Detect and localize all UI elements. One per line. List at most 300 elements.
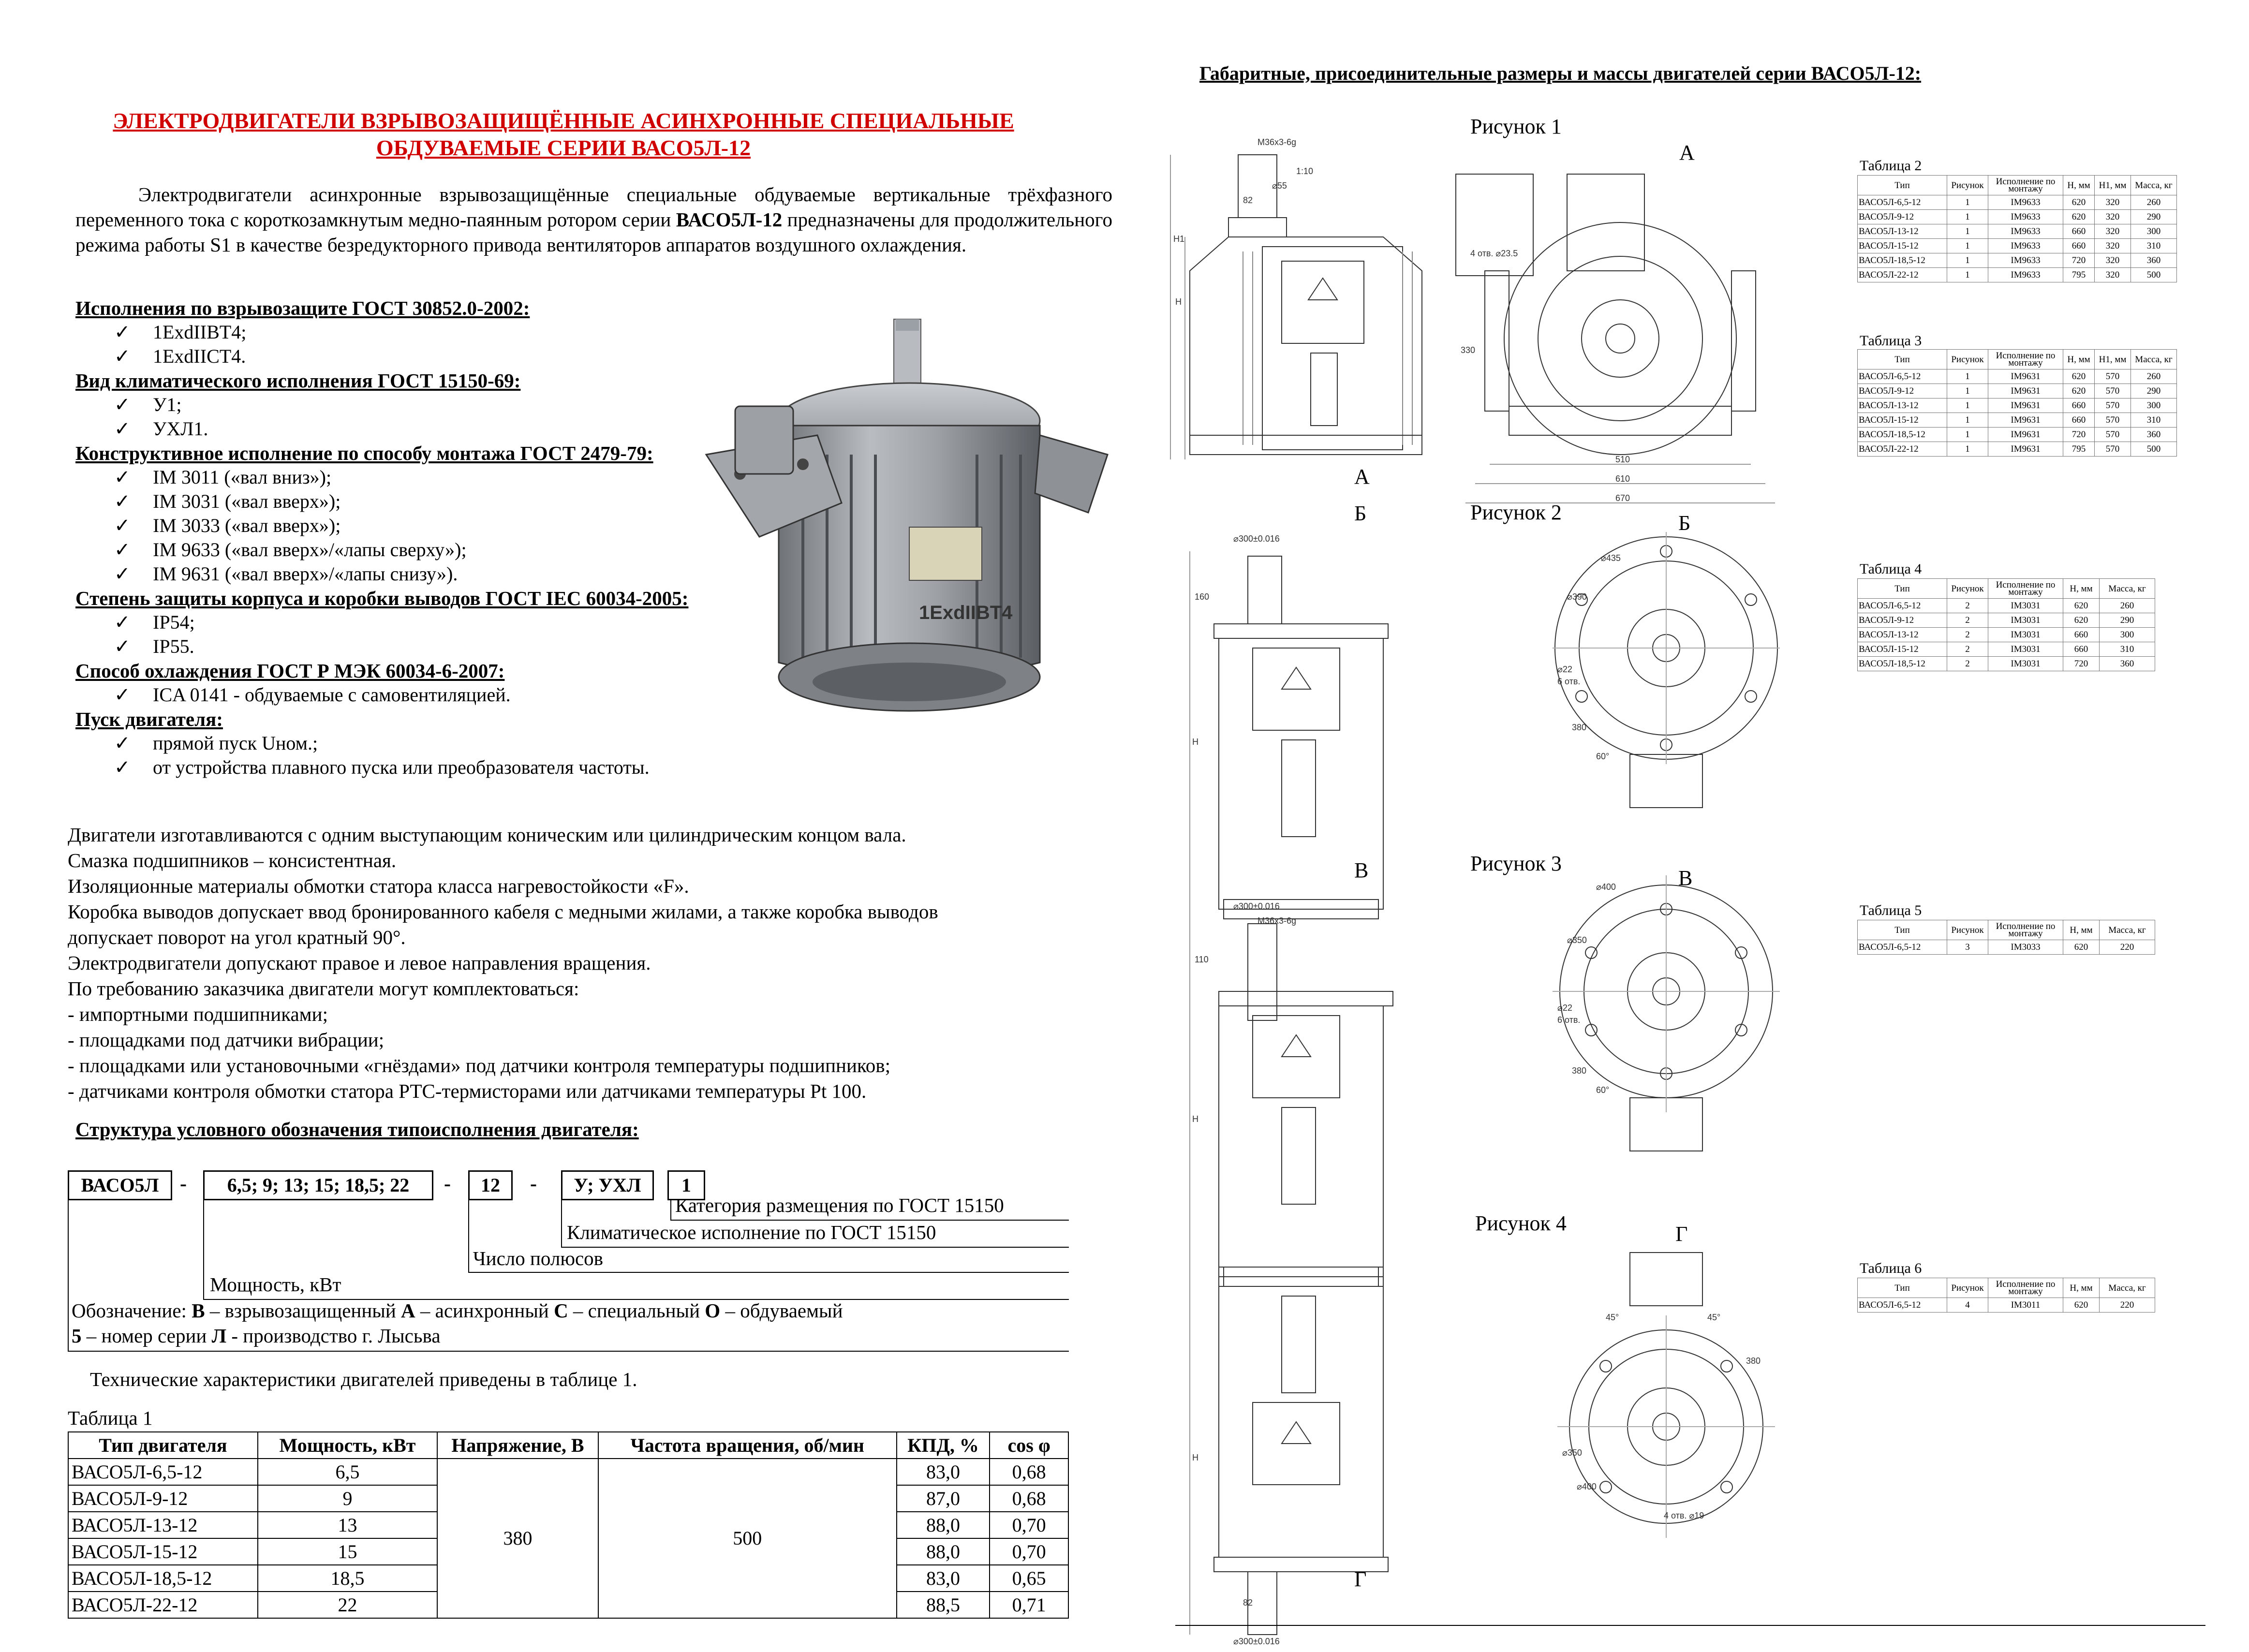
designation-legend-2: 5 – номер серии Л - производство г. Лысьва (72, 1325, 441, 1347)
small-table-cell: 320 (2095, 224, 2131, 239)
cell-power: 13 (258, 1512, 437, 1538)
small-table-header: Рисунок (1947, 920, 1988, 940)
cell-cosphi: 0,68 (990, 1485, 1068, 1512)
section-item-text: от устройства плавного пуска или преобразователя частоты. (153, 756, 650, 778)
svg-text:⌀300±0.016: ⌀300±0.016 (1233, 1637, 1280, 1646)
small-table-row (1858, 210, 2177, 224)
small-table-cell: IM9633 (1988, 239, 2063, 253)
small-table-row (1858, 657, 2155, 671)
small-table-header: Тип (1858, 920, 1947, 940)
col-speed: Частота вращения, об/мин (598, 1432, 897, 1459)
small-table-header: H, мм (2063, 350, 2095, 369)
small-table-cell: 500 (2131, 442, 2177, 457)
small-table-row (1858, 195, 2177, 210)
intro-series: ВАСО5Л-12 (676, 208, 783, 231)
checkmark-icon: ✓ (114, 490, 131, 512)
cell-efficiency: 83,0 (897, 1565, 990, 1592)
small-table-cell: ВАСО5Л-6,5-12 (1858, 599, 1947, 613)
designation-dash: - (444, 1173, 451, 1195)
checkmark-icon: ✓ (114, 684, 131, 706)
small-table-cell: ВАСО5Л-6,5-12 (1858, 1298, 1947, 1313)
col-efficiency: КПД, % (897, 1432, 990, 1459)
designation-dash: - (530, 1173, 537, 1195)
intro-text-end: предназначены для продолжительного режима работы S1 в качестве безредукторного привода вентиляторов аппаратов воздушного охлаждения. (75, 208, 1112, 256)
small-table-header: H, мм (2063, 176, 2095, 195)
small-table-cell: IM3031 (1988, 642, 2063, 657)
section-heading: Исполнения по взрывозащите ГОСТ 30852.0-2002: (75, 297, 530, 319)
section-list-item (75, 683, 753, 707)
checkmark-icon: ✓ (114, 563, 131, 585)
small-table-cell: IM3031 (1988, 628, 2063, 642)
section-item-text: 1ExdIIBT4; (153, 321, 247, 343)
svg-text:110: 110 (1195, 955, 1209, 964)
info-paragraph: Электродвигатели допускают правое и левое направления вращения. (68, 952, 651, 974)
small-table-row (1858, 253, 2177, 268)
checkmark-icon: ✓ (114, 345, 131, 367)
cell-efficiency: 87,0 (897, 1485, 990, 1512)
section-item-text: IP55. (153, 635, 194, 657)
figure-3-side-view (1190, 919, 1393, 1286)
small-table-cell: 660 (2063, 642, 2100, 657)
cell-type: ВАСО5Л-18,5-12 (68, 1565, 258, 1592)
small-table (1857, 349, 2177, 457)
small-table-cell: 660 (2063, 239, 2095, 253)
small-table (1857, 920, 2155, 955)
figure-1-top-view (1456, 174, 1775, 503)
small-table-cell: 2 (1947, 628, 1988, 642)
section-list-item (75, 393, 753, 417)
small-table-cell: 300 (2131, 398, 2177, 413)
checkmark-icon: ✓ (114, 394, 131, 415)
svg-text:⌀300±0.016: ⌀300±0.016 (1233, 534, 1280, 544)
col-cosphi: cos φ (990, 1432, 1068, 1459)
section-heading: Вид климатического исполнения ГОСТ 15150-69: (75, 369, 521, 392)
small-table-cell: 570 (2095, 442, 2131, 457)
col-type: Тип двигателя (68, 1432, 258, 1459)
small-table-cell: IM9633 (1988, 224, 2063, 239)
small-table-cell: IM9631 (1988, 428, 2063, 442)
small-table-cell: ВАСО5Л-13-12 (1858, 628, 1947, 642)
small-table-header-row (1858, 176, 2177, 195)
section-heading: Конструктивное исполнение по способу монтажа ГОСТ 2479-79: (75, 442, 653, 464)
cell-type: ВАСО5Л-9-12 (68, 1485, 258, 1512)
figure-2-label: Рисунок 2 (1470, 501, 1562, 524)
svg-text:⌀22: ⌀22 (1557, 664, 1572, 674)
info-paragraph: допускает поворот на угол кратный 90°. (68, 926, 406, 948)
svg-text:45°: 45° (1707, 1313, 1721, 1322)
section-heading: Способ охлаждения ГОСТ Р МЭК 60034-6-2007: (75, 660, 505, 682)
info-paragraph: По требованию заказчика двигатели могут комплектоваться: (68, 977, 579, 1000)
small-table-header-row (1858, 579, 2155, 599)
svg-text:60°: 60° (1596, 752, 1610, 761)
small-table-cell: 260 (2100, 599, 2155, 613)
figure-4-label: Рисунок 4 (1475, 1211, 1567, 1235)
right-title: Габаритные, присоединительные размеры и массы двигателей серии ВАСО5Л-12: (1199, 62, 1922, 84)
cell-efficiency: 88,0 (897, 1512, 990, 1538)
small-table-cell: 1 (1947, 413, 1988, 428)
small-table-header: Исполнение по монтажу (1988, 176, 2063, 195)
cell-type: ВАСО5Л-6,5-12 (68, 1459, 258, 1485)
small-table-cell: 620 (2063, 369, 2095, 384)
small-table-cell: 1 (1947, 398, 1988, 413)
section-list-item (75, 562, 753, 586)
small-table-cell: IM3011 (1988, 1298, 2063, 1313)
small-table-cell: ВАСО5Л-15-12 (1858, 239, 1947, 253)
designation-box-power: 6,5; 9; 13; 15; 18,5; 22 (203, 1170, 433, 1200)
cell-power: 6,5 (258, 1459, 437, 1485)
small-table (1857, 175, 2177, 282)
section-heading: Пуск двигателя: (75, 708, 223, 730)
small-table-row (1858, 398, 2177, 413)
small-table-row (1858, 599, 2155, 613)
small-table-cell: IM3031 (1988, 599, 2063, 613)
svg-text:H: H (1192, 1453, 1198, 1462)
small-table-cell: 1 (1947, 369, 1988, 384)
view-marker-a: А (1354, 465, 1370, 488)
technical-drawings (1170, 126, 1867, 1646)
small-table-cell: 320 (2095, 239, 2131, 253)
svg-text:⌀400: ⌀400 (1577, 1482, 1597, 1491)
small-table-header: H, мм (2063, 1278, 2100, 1298)
small-table-cell: ВАСО5Л-22-12 (1858, 442, 1947, 457)
small-table-cell: ВАСО5Л-15-12 (1858, 642, 1947, 657)
section-list-item (75, 514, 753, 538)
section-list-item (75, 610, 753, 634)
small-table-header: Рисунок (1947, 1278, 1988, 1298)
small-table-cell: 720 (2063, 657, 2100, 671)
small-table-cell: IM9631 (1988, 413, 2063, 428)
small-table-cell: 500 (2131, 268, 2177, 282)
small-table-cell: 1 (1947, 442, 1988, 457)
checkmark-icon: ✓ (114, 732, 131, 754)
cell-power: 9 (258, 1485, 437, 1512)
small-table-header: Масса, кг (2131, 176, 2177, 195)
info-paragraph: Смазка подшипников – консистентная. (68, 849, 397, 871)
small-table-cell: 1 (1947, 253, 1988, 268)
small-table-cell: 290 (2131, 210, 2177, 224)
small-table-header: Масса, кг (2131, 350, 2177, 369)
small-table-cell: IM9631 (1988, 398, 2063, 413)
small-table-cell: 260 (2131, 195, 2177, 210)
small-table-cell: 620 (2063, 1298, 2100, 1313)
section-item-text: IM 3011 («вал вниз»); (153, 466, 332, 488)
small-table-row (1858, 268, 2177, 282)
small-table-row (1858, 369, 2177, 384)
label-category: Категория размещения по ГОСТ 15150 (675, 1194, 1004, 1216)
designation-box-series: ВАСО5Л (68, 1170, 172, 1200)
designation-box-category: 1 (667, 1170, 705, 1200)
svg-text:60°: 60° (1596, 1085, 1610, 1095)
small-table-row (1858, 613, 2155, 628)
cell-power: 22 (258, 1592, 437, 1618)
info-paragraph: - импортными подшипниками; (68, 1003, 328, 1025)
small-table-header: Исполнение по монтажу (1988, 1278, 2063, 1298)
small-table-header: Исполнение по монтажу (1988, 920, 2063, 940)
section-item-text: IP54; (153, 611, 195, 633)
small-table-cell: 570 (2095, 369, 2131, 384)
section-item-text: ICA 0141 - обдуваемые с самовентиляцией. (153, 684, 511, 706)
small-table-cell: ВАСО5Л-9-12 (1858, 384, 1947, 398)
svg-text:380: 380 (1746, 1356, 1761, 1366)
figure-1-view: А (1679, 141, 1695, 164)
svg-text:H: H (1175, 297, 1182, 307)
svg-text:610: 610 (1615, 474, 1630, 484)
small-table-header-row (1858, 350, 2177, 369)
cell-cosphi: 0,70 (990, 1538, 1068, 1565)
info-paragraph: Коробка выводов допускает ввод бронированного кабеля с медными жилами, а также коробка выводов (68, 900, 938, 923)
small-table-header: H, мм (2063, 920, 2100, 940)
small-table-row (1858, 628, 2155, 642)
small-table-cell: IM9631 (1988, 384, 2063, 398)
small-table-cell: ВАСО5Л-22-12 (1858, 268, 1947, 282)
small-table-cell: 4 (1947, 1298, 1988, 1313)
table1-intro: Технические характеристики двигателей приведены в таблице 1. (90, 1368, 637, 1390)
small-table-cell: 720 (2063, 253, 2095, 268)
small-table-header: Исполнение по монтажу (1988, 579, 2063, 599)
figure-4-side-view (1190, 1267, 1388, 1635)
small-table-cell: 570 (2095, 428, 2131, 442)
section-list-item (75, 755, 753, 780)
small-table-cell: 310 (2131, 413, 2177, 428)
section-item-text: IM 3033 («вал вверх»); (153, 515, 341, 536)
small-table-cell: IM9633 (1988, 268, 2063, 282)
section-item-text: прямой пуск Uном.; (153, 732, 318, 754)
svg-text:6 отв.: 6 отв. (1557, 677, 1581, 686)
figure-1-side-view (1170, 155, 1422, 459)
info-paragraph: - площадками под датчики вибрации; (68, 1029, 385, 1051)
small-table-header: H1, мм (2095, 350, 2131, 369)
cell-power: 15 (258, 1538, 437, 1565)
small-table-cell: IM9631 (1988, 442, 2063, 457)
checkmark-icon: ✓ (114, 756, 131, 778)
figure-4-view: Г (1675, 1222, 1688, 1246)
section-list-item (75, 465, 753, 489)
col-power: Мощность, кВт (258, 1432, 437, 1459)
small-table-cell: ВАСО5Л-9-12 (1858, 210, 1947, 224)
small-table-cell: 660 (2063, 224, 2095, 239)
spec-sections (75, 296, 753, 780)
info-paragraph: Двигатели изготавливаются с одним выступающим коническим или цилиндрическим концом вала. (68, 824, 906, 846)
svg-text:6 отв.: 6 отв. (1557, 1015, 1581, 1025)
small-table (1857, 1278, 2155, 1313)
svg-text:⌀300±0.016: ⌀300±0.016 (1233, 901, 1280, 911)
small-table-cell: 620 (2063, 210, 2095, 224)
svg-text:160: 160 (1195, 592, 1210, 602)
label-power: Мощность, кВт (210, 1273, 341, 1296)
section-list-item (75, 489, 753, 514)
small-table-cell: 300 (2100, 628, 2155, 642)
small-table-cell: 300 (2131, 224, 2177, 239)
small-table-cell: 570 (2095, 413, 2131, 428)
exd-marking: 1ExdIIBT4 (919, 602, 1013, 623)
intro-text: Электродвигатели асинхронные взрывозащищённые специальные обдуваемые вертикальные трёхфазного переменного тока с короткозамкнутым медно-паянным ротором серии (75, 183, 1112, 231)
designation-dash: - (180, 1173, 187, 1195)
small-table-cell: 620 (2063, 195, 2095, 210)
small-table-cell: 2 (1947, 642, 1988, 657)
designation-legend-1: Обозначение: В – взрывозащищенный А – асинхронный С – специальный О – обдуваемый (72, 1299, 843, 1322)
small-table-row (1858, 940, 2155, 955)
small-table-cell: ВАСО5Л-6,5-12 (1858, 195, 1947, 210)
small-table-cell: 2 (1947, 657, 1988, 671)
small-table-header: Масса, кг (2100, 920, 2155, 940)
main-title-line2: ОБДУВАЕМЫЕ СЕРИИ ВАСО5Л-12 (376, 135, 751, 160)
cell-cosphi: 0,68 (990, 1459, 1068, 1485)
svg-text:М36х3-6g: М36х3-6g (1258, 137, 1297, 147)
small-table-cell: 570 (2095, 384, 2131, 398)
cell-type: ВАСО5Л-15-12 (68, 1538, 258, 1565)
small-table-header-row (1858, 920, 2155, 940)
small-table-cell: 1 (1947, 210, 1988, 224)
small-table-row (1858, 239, 2177, 253)
designation-box-climate: У; УХЛ (561, 1170, 654, 1200)
section-item-text: IM 3031 («вал вверх»); (153, 490, 341, 512)
section-list-item (75, 634, 753, 659)
section-list-item (75, 320, 753, 344)
small-table-cell: 795 (2063, 268, 2095, 282)
designation-box-poles: 12 (468, 1170, 513, 1200)
small-table-cell: IM9633 (1988, 195, 2063, 210)
checkmark-icon: ✓ (114, 539, 131, 560)
svg-text:⌀55: ⌀55 (1272, 181, 1287, 191)
svg-text:⌀350: ⌀350 (1562, 1448, 1582, 1458)
checkmark-icon: ✓ (114, 418, 131, 440)
small-table-header: Рисунок (1947, 350, 1988, 369)
cell-speed: 500 (598, 1459, 897, 1618)
cell-voltage: 380 (437, 1459, 598, 1618)
small-table-row (1858, 428, 2177, 442)
small-table-header: Тип (1858, 1278, 1947, 1298)
small-table-cell: 570 (2095, 398, 2131, 413)
small-table (1857, 578, 2155, 671)
svg-text:⌀400: ⌀400 (1596, 882, 1616, 892)
figure-3-view: В (1678, 866, 1693, 890)
small-table-cell: 720 (2063, 428, 2095, 442)
main-title (68, 107, 1059, 162)
svg-text:82: 82 (1243, 195, 1253, 205)
right-bottom-rule (1175, 1625, 2205, 1626)
svg-text:670: 670 (1615, 493, 1630, 503)
section-heading: Степень защиты корпуса и коробки выводов ГОСТ IEC 60034-2005: (75, 587, 689, 609)
small-table-cell: 2 (1947, 613, 1988, 628)
small-table-cell: 2 (1947, 599, 1988, 613)
small-table-row (1858, 384, 2177, 398)
small-table-cell: 290 (2100, 613, 2155, 628)
small-table-cell: 660 (2063, 628, 2100, 642)
small-table-cell: 320 (2095, 253, 2131, 268)
figure-4-top-view (1557, 1253, 1775, 1538)
small-table-row (1858, 224, 2177, 239)
small-table-caption: Таблица 3 (1860, 333, 1922, 349)
small-table-header: Тип (1858, 579, 1947, 599)
section-list-item (75, 344, 753, 369)
svg-text:330: 330 (1461, 345, 1476, 355)
label-poles: Число полюсов (473, 1247, 604, 1269)
small-table-header: H1, мм (2095, 176, 2131, 195)
small-table-cell: ВАСО5Л-18,5-12 (1858, 428, 1947, 442)
view-marker-v: В (1354, 858, 1369, 882)
info-paragraph: - площадками или установочными «гнёздами» под датчики контроля температуры подшипников; (68, 1054, 891, 1077)
small-table-header: Рисунок (1947, 176, 1988, 195)
label-climate: Климатическое исполнение по ГОСТ 15150 (567, 1221, 936, 1243)
small-table-cell: 620 (2063, 613, 2100, 628)
small-table-header: Тип (1858, 176, 1947, 195)
section-list-item (75, 731, 753, 755)
cell-efficiency: 83,0 (897, 1459, 990, 1485)
section-item-text: УХЛ1. (153, 418, 208, 440)
svg-text:4 отв. ⌀23.5: 4 отв. ⌀23.5 (1470, 249, 1518, 258)
section-item-text: 1ExdIICT4. (153, 345, 246, 367)
svg-text:М36х3-6g: М36х3-6g (1258, 916, 1297, 926)
small-table-cell: 620 (2063, 940, 2100, 955)
figure-2-view: Б (1678, 511, 1691, 535)
small-table-cell: 320 (2095, 268, 2131, 282)
small-table-cell: 660 (2063, 413, 2095, 428)
cell-type: ВАСО5Л-13-12 (68, 1512, 258, 1538)
small-table-cell: IM9633 (1988, 210, 2063, 224)
small-table-cell: 290 (2131, 384, 2177, 398)
svg-text:4 отв. ⌀19: 4 отв. ⌀19 (1664, 1511, 1704, 1520)
info-paragraph: - датчиками контроля обмотки статора РТС-термисторами или датчиками температуры Pt 100. (68, 1080, 867, 1102)
structure-heading: Структура условного обозначения типоисполнения двигателя: (75, 1118, 639, 1140)
main-title-line1: ЭЛЕКТРОДВИГАТЕЛИ ВЗРЫВОЗАЩИЩЁННЫЕ АСИНХРОННЫЕ СПЕЦИАЛЬНЫЕ (113, 108, 1014, 133)
small-table-header: Масса, кг (2100, 579, 2155, 599)
small-table-cell: 360 (2131, 428, 2177, 442)
view-marker-g: Г (1354, 1567, 1367, 1591)
section-list-item (75, 417, 753, 441)
small-table-header: Тип (1858, 350, 1947, 369)
small-table-header: H, мм (2063, 579, 2100, 599)
svg-text:⌀390: ⌀390 (1567, 592, 1587, 602)
small-table-cell: 310 (2131, 239, 2177, 253)
small-table-caption: Таблица 6 (1860, 1260, 1922, 1276)
small-table-cell: ВАСО5Л-6,5-12 (1858, 369, 1947, 384)
small-table-cell: 1 (1947, 384, 1988, 398)
svg-text:45°: 45° (1606, 1313, 1619, 1322)
small-table-cell: 795 (2063, 442, 2095, 457)
svg-text:380: 380 (1572, 1066, 1587, 1076)
small-table-cell: 620 (2063, 384, 2095, 398)
section-item-text: IM 9633 («вал вверх»/«лапы сверху»); (153, 539, 467, 560)
small-table-cell: 220 (2100, 1298, 2155, 1313)
small-table-cell: 660 (2063, 398, 2095, 413)
cell-type: ВАСО5Л-22-12 (68, 1592, 258, 1618)
info-paragraph: Изоляционные материалы обмотки статора класса нагревостойкости «F». (68, 875, 689, 897)
table1-header-row (68, 1432, 1068, 1459)
figure-2-top-view (1553, 532, 1780, 808)
intro-paragraph (75, 182, 1112, 257)
small-table-row (1858, 1298, 2155, 1313)
svg-text:380: 380 (1572, 723, 1587, 732)
small-table-cell: 620 (2063, 599, 2100, 613)
small-table-cell: 1 (1947, 224, 1988, 239)
checkmark-icon: ✓ (114, 466, 131, 488)
small-table-caption: Таблица 5 (1860, 902, 1922, 918)
small-table-cell: ВАСО5Л-13-12 (1858, 398, 1947, 413)
section-item-text: У1; (153, 394, 182, 415)
small-table-cell: ВАСО5Л-15-12 (1858, 413, 1947, 428)
small-table-cell: IM3031 (1988, 657, 2063, 671)
small-table-cell: 1 (1947, 239, 1988, 253)
small-table-cell: IM9631 (1988, 369, 2063, 384)
cell-cosphi: 0,71 (990, 1592, 1068, 1618)
motor-photo (706, 310, 1108, 754)
figure-1-label: Рисунок 1 (1470, 115, 1562, 138)
small-table-cell: ВАСО5Л-13-12 (1858, 224, 1947, 239)
small-table-cell: IM9633 (1988, 253, 2063, 268)
small-table-cell: 220 (2100, 940, 2155, 955)
section-item-text: IM 9631 («вал вверх»/«лапы снизу»). (153, 563, 458, 585)
small-table-row (1858, 442, 2177, 457)
